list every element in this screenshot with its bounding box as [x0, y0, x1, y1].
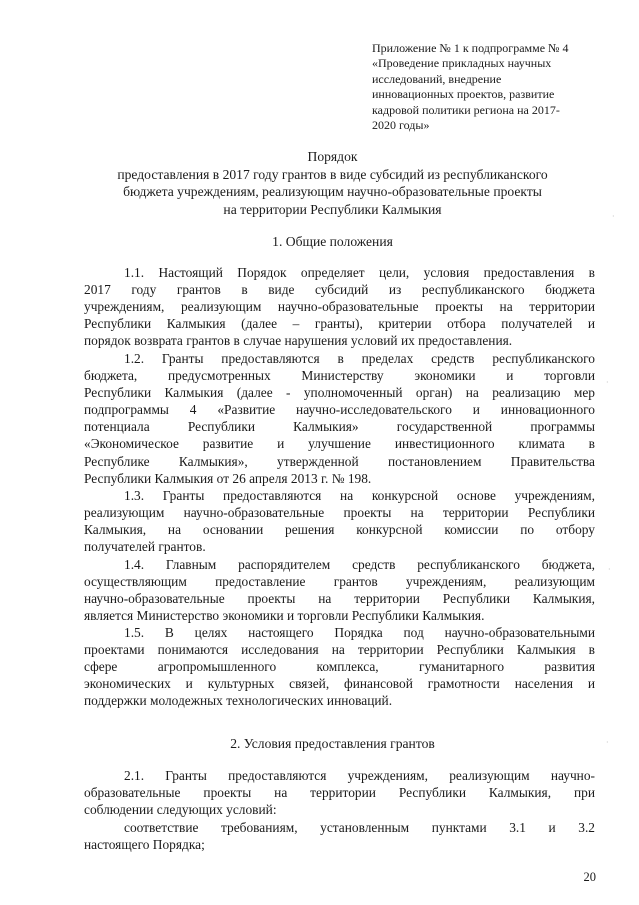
- text-line: потенциала Республики Калмыкия» государственной программы: [84, 419, 595, 435]
- section-heading-general: 1. Общие положения: [272, 234, 393, 249]
- text-line: образовательные проекты на территории Республики Калмыкия, при: [84, 785, 595, 801]
- page-number: 20: [583, 870, 596, 884]
- paragraph-1-2: [84, 350, 595, 487]
- text-line: подпрограммы 4 «Развитие научно-исследовательского и инновационного: [84, 402, 595, 418]
- text-line: получателей грантов.: [84, 539, 206, 555]
- text-line: бюджета, предусмотренных Министерству экономики и торговли: [84, 368, 595, 384]
- paragraph-2-1: [84, 767, 595, 818]
- appendix-line: кадровой политики региона на 2017-: [372, 102, 560, 117]
- appendix-line: исследований, внедрение: [372, 71, 502, 86]
- text-line: 2.1. Гранты предоставляются учреждениям, реализующим научно-: [124, 768, 595, 783]
- text-line: «Экономическое развитие и улучшение инвестиционного климата в: [84, 436, 595, 452]
- text-line: 2017 году грантов в виде субсидий из республиканского бюджета: [84, 282, 595, 298]
- scan-speck: ·: [606, 738, 609, 747]
- scan-speck: ·: [612, 212, 615, 221]
- text-line: 1.2. Гранты предоставляются в пределах средств республиканского: [124, 351, 595, 366]
- section-heading-conditions: 2. Условия предоставления грантов: [230, 736, 435, 751]
- text-line: экономических и культурных связей, финансовой грамотности населения и: [84, 676, 595, 692]
- scan-speck: ·: [606, 378, 609, 387]
- text-line: порядок возврата грантов в случае нарушения условий их предоставления.: [84, 333, 513, 349]
- text-line: 1.4. Главным распорядителем средств республиканского бюджета,: [124, 557, 595, 572]
- document-title: [70, 148, 595, 218]
- text-line: Республики Калмыкия (далее - уполномоченный орган) на реализацию мер: [84, 385, 595, 401]
- text-line: Республики Калмыкия (далее – гранты), критерии отбора получателей и: [84, 316, 595, 332]
- paragraph-1-1: [84, 264, 595, 349]
- text-line: Республике Калмыкия», утвержденной постановлением Правительства: [84, 453, 595, 469]
- text-line: поддержки молодежных технологических инноваций.: [84, 693, 393, 709]
- appendix-line: Приложение № 1 к подпрограмме № 4: [372, 41, 569, 55]
- title-line: на территории Республики Калмыкия: [223, 201, 442, 217]
- text-line: соответствие требованиям, установленным пунктами 3.1 и 3.2: [124, 820, 595, 835]
- text-line: сфере агропромышленного комплекса, гуманитарного развития: [84, 659, 595, 675]
- text-line: проектами понимаются исследования на территории Республики Калмыкия в: [84, 642, 595, 658]
- text-line: 1.1. Настоящий Порядок определяет цели, условия предоставления в: [124, 265, 595, 280]
- paragraph-2-1-condition: [84, 819, 595, 853]
- text-line: является Министерство экономики и торговли Республики Калмыкия.: [84, 608, 485, 624]
- text-line: 1.3. Гранты предоставляются на конкурсной основе учреждениям,: [124, 488, 595, 503]
- text-line: настоящего Порядка;: [84, 837, 205, 853]
- appendix-line: инновационных проектов, развитие: [372, 87, 555, 102]
- paragraph-1-5: [84, 624, 595, 709]
- paragraph-1-4: [84, 556, 595, 624]
- paragraph-1-3: [84, 487, 595, 555]
- appendix-line: «Проведение прикладных научных: [372, 56, 552, 71]
- appendix-note: [372, 41, 602, 133]
- text-line: Калмыкия, на основании решения конкурсной комиссии по отбору: [84, 522, 595, 538]
- appendix-line: 2020 годы»: [372, 118, 430, 133]
- text-line: осуществляющим предоставление грантов учреждениям, реализующим: [84, 574, 595, 590]
- title-line: бюджета учреждениям, реализующим научно-образовательные проекты: [123, 184, 542, 200]
- text-line: научно-образовательные проекты на территории Республики Калмыкия,: [84, 591, 595, 607]
- text-line: 1.5. В целях настоящего Порядка под научно-образовательными: [124, 625, 595, 640]
- text-line: соблюдении следующих условий:: [84, 802, 277, 818]
- text-line: реализующим научно-образовательные проекты на территории Республики: [84, 505, 595, 521]
- title-line: предоставления в 2017 году грантов в виде субсидий из республиканского: [117, 166, 548, 182]
- scan-speck: ·: [608, 565, 611, 574]
- text-line: Республики Калмыкия от 26 апреля 2013 г. № 198.: [84, 470, 372, 486]
- title-line: Порядок: [307, 149, 358, 164]
- text-line: учреждениям, реализующим научно-образовательные проекты на территории: [84, 299, 595, 315]
